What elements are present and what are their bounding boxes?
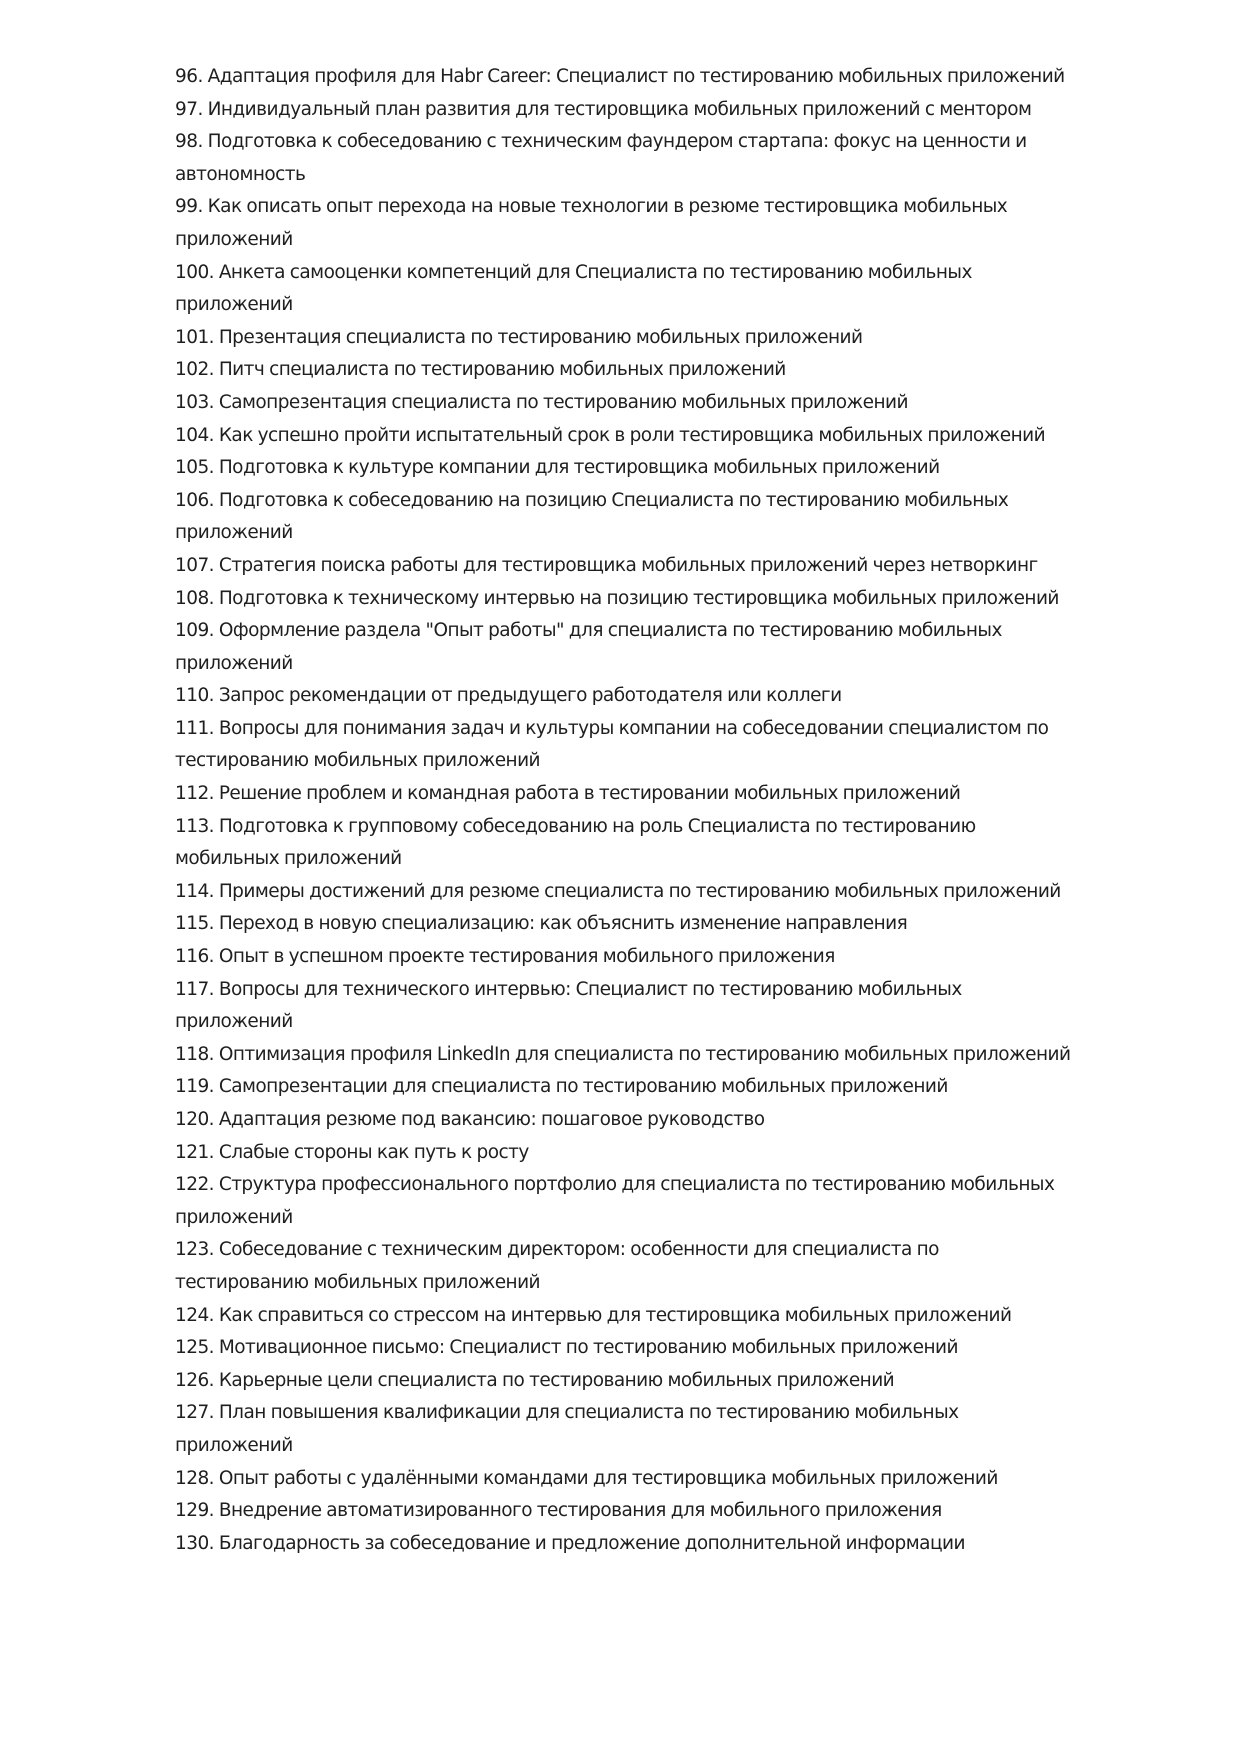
list-item: 118. Оптимизация профиля LinkedIn для специалиста по тестированию мобильных приложений: [175, 1043, 1071, 1065]
list-item: 109. Оформление раздела "Опыт работы" для специалиста по тестированию мобильных приложений: [175, 620, 1002, 674]
list-item: 105. Подготовка к культуре компании для тестировщика мобильных приложений: [175, 457, 940, 479]
list-item: 128. Опыт работы с удалёнными командами для тестировщика мобильных приложений: [175, 1467, 998, 1489]
list-item: 127. План повышения квалификации для специалиста по тестированию мобильных приложений: [175, 1402, 959, 1456]
list-item: 129. Внедрение автоматизированного тестирования для мобильного приложения: [175, 1500, 942, 1522]
list-item: 119. Самопрезентации для специалиста по тестированию мобильных приложений: [175, 1076, 948, 1098]
list-item: 103. Самопрезентация специалиста по тестированию мобильных приложений: [175, 391, 908, 413]
list-item: 124. Как справиться со стрессом на интервью для тестировщика мобильных приложений: [175, 1304, 1012, 1326]
topic-list: [175, 61, 1075, 1560]
list-item: 107. Стратегия поиска работы для тестировщика мобильных приложений через нетворкинг: [175, 554, 1038, 576]
list-item: 126. Карьерные цели специалиста по тестированию мобильных приложений: [175, 1369, 895, 1391]
list-item: 97. Индивидуальный план развития для тестировщика мобильных приложений с ментором: [175, 98, 1032, 120]
list-item: 100. Анкета самооценки компетенций для Специалиста по тестированию мобильных приложений: [175, 261, 972, 316]
list-item: 125. Мотивационное письмо: Специалист по тестированию мобильных приложений: [175, 1337, 958, 1359]
list-item: 120. Адаптация резюме под вакансию: пошаговое руководство: [175, 1109, 765, 1130]
list-item: 101. Презентация специалиста по тестированию мобильных приложений: [175, 326, 863, 348]
document-body: [175, 61, 1075, 1560]
list-item: 114. Примеры достижений для резюме специалиста по тестированию мобильных приложений: [175, 880, 1061, 902]
list-item: 110. Запрос рекомендации от предыдущего работодателя или коллеги: [175, 685, 842, 707]
list-item: 106. Подготовка к собеседованию на позицию Специалиста по тестированию мобильных приложений: [175, 489, 1009, 544]
list-item: 113. Подготовка к групповому собеседованию на роль Специалиста по тестированию мобильных приложений: [175, 815, 976, 870]
list-item: 96. Адаптация профиля для Habr Career: Специалист по тестированию мобильных приложений: [175, 66, 1065, 87]
list-item: 98. Подготовка к собеседованию с техническим фаундером стартапа: фокус на ценности и автономность: [175, 131, 1027, 185]
list-item: 122. Структура профессионального портфолио для специалиста по тестированию мобильных приложений: [175, 1174, 1055, 1228]
list-item: 115. Переход в новую специализацию: как объяснить изменение направления: [175, 913, 908, 935]
list-item: 130. Благодарность за собеседование и предложение дополнительной информации: [175, 1532, 965, 1554]
list-item: 102. Питч специалиста по тестированию мобильных приложений: [175, 359, 786, 381]
list-item: 116. Опыт в успешном проекте тестирования мобильного приложения: [175, 946, 835, 968]
list-item: 123. Собеседование с техническим директором: особенности для специалиста по тестированию мобильных приложений: [175, 1239, 939, 1293]
list-item: 108. Подготовка к техническому интервью на позицию тестировщика мобильных приложений: [175, 587, 1059, 609]
list-item: 121. Слабые стороны как путь к росту: [175, 1141, 529, 1163]
list-item: 104. Как успешно пройти испытательный срок в роли тестировщика мобильных приложений: [175, 424, 1046, 446]
list-item: 111. Вопросы для понимания задач и культуры компании на собеседовании специалистом по тестированию мобильных приложений: [175, 717, 1049, 772]
list-item: 99. Как описать опыт перехода на новые технологии в резюме тестировщика мобильных приложений: [175, 196, 1008, 250]
list-item: 117. Вопросы для технического интервью: Специалист по тестированию мобильных приложений: [175, 978, 962, 1033]
list-item: 112. Решение проблем и командная работа в тестировании мобильных приложений: [175, 783, 961, 805]
